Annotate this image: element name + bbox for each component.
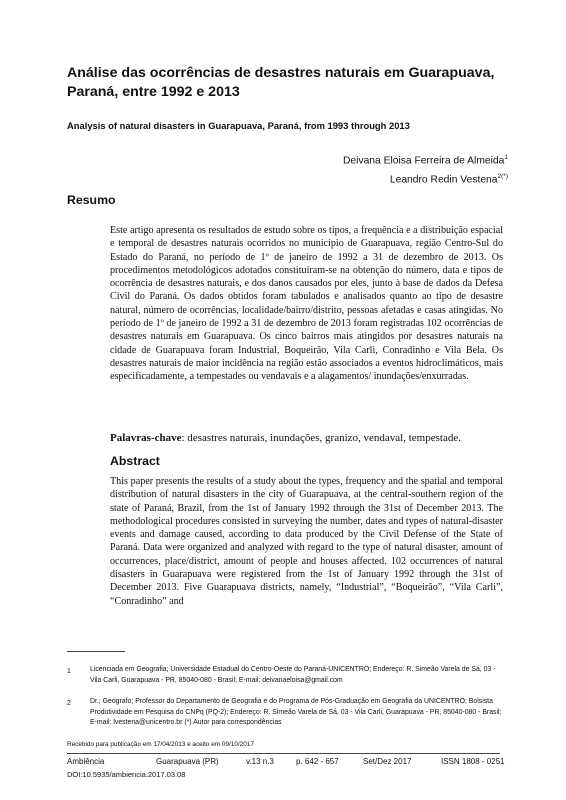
author-2 bbox=[343, 169, 508, 188]
article-title-pt: Análise das ocorrências de desastres naturais em Guarapuava, Paraná, entre 1992 e 2013 bbox=[67, 65, 495, 100]
footnote-number: 1 bbox=[67, 668, 71, 675]
author-list bbox=[343, 150, 508, 189]
author-name: Leandro Redin Vestena bbox=[389, 174, 498, 186]
abstract-heading: Abstract bbox=[110, 454, 160, 468]
article-title-en: Analysis of natural disasters in Guarapuava, Paraná, from 1993 through 2013 bbox=[67, 120, 410, 131]
footnote-divider bbox=[67, 651, 125, 652]
journal-name: Ambiência bbox=[67, 757, 105, 766]
author-footnote-mark: 2(*) bbox=[497, 173, 508, 181]
footer-divider bbox=[67, 753, 500, 754]
resumo-body: Este artigo apresenta os resultados de estudo sobre os tipos, a frequência e a distribuição espacial e temporal de desastres naturais ocorridos no município de Guarapuava, região Centro-Sul do Estado do Paraná, no período de 1º de janeiro de 1992 a 31 de dezembro de 2013. Os procedimentos metodológicos adotados constituíram-se na obtenção do número, data e tipos de ocorrência de desastres naturais, e dos danos causados por eles, junto à base de dados da Defesa Civil do Paraná. Os dados obtidos foram tabulados e analisados quanto ao tipo de desastre natural, número de ocorrências, localidade/bairro/distrito, pessoas afetadas e casas atingidas. No período de 1º de janeiro de 1992 a 31 de dezembro de 2013 foram registradas 102 ocorrências de desastres naturais em Guarapuava. Os cinco bairros mais atingidos por desastres naturais na cidade de Guarapuava foram Industrial, Boqueirão, Vila Carli, Conradinho e Vila Bela. Os desastres naturais de maior incidência na região estão associados a eventos hidroclimáticos, mais especificadamente, a tempestades ou vendavais e a alagamentos/ inundações/enxurradas. bbox=[110, 225, 503, 383]
issue-date: Set/Dez 2017 bbox=[363, 757, 412, 766]
journal-volume: v.13 n.3 bbox=[246, 757, 274, 766]
journal-place: Guarapuava (PR) bbox=[156, 757, 219, 766]
author-name: Deivana Eloisa Ferreira de Almeida bbox=[342, 155, 505, 167]
keywords bbox=[110, 432, 503, 444]
author-1 bbox=[343, 150, 508, 169]
abstract-body: This paper presents the results of a study about the types, frequency and the spatial and temporal distribution of natural disasters in the city of Guarapuava, at the central-southern region of the state of Paraná, Brazil, from the 1st of January 1992 through the 31st of December 2013. The methodological procedures consisted in surveying the number, dates and types of natural-disaster events and damage caused, according to data produced by the Civil Defense of the State of Paraná. Data were organized and analyzed with regard to the type of natural disaster, amount of occurrences, place/district, amount of people and houses affected. 102 occurrences of natural disasters in Guarapuava were registered from the 1st of January 1992 through the 31st of December 2013. Five Guarapuava districts, namely, “Industrial”, “Boqueirão”, “Vila Carli”, “Conradinho” and bbox=[110, 476, 503, 607]
footnote-text: Dr.; Geógrafo; Professor do Departamento de Geografia e do Programa de Pós-Graduação em Geografia da UNICENTRO; Bolsista Produtividade em Pesquisa do CNPq (PQ-2); Endereço: R. Simeão Varela de Sá, 03 - Vila Carli, Guarapuava - PR, 85040-080 - Brasil; E-mail: lvestena@unicentro.br (*) Autor para correspondências bbox=[90, 698, 502, 727]
resumo-heading: Resumo bbox=[67, 193, 116, 207]
keywords-label: Palavras-chave bbox=[110, 432, 182, 444]
footnote-number: 2 bbox=[67, 700, 71, 707]
author-footnote-mark: 1 bbox=[504, 154, 508, 161]
page-range: p. 642 - 657 bbox=[296, 757, 339, 766]
doi: DOI:10.5935/ambiencia.2017.03.08 bbox=[67, 770, 186, 779]
issn: ISSN 1808 - 0251 bbox=[441, 757, 505, 766]
keywords-list: : desastres naturais, inundações, granizo, vendaval, tempestade. bbox=[181, 432, 461, 444]
footnote-text: Licenciada em Geografia; Universidade Estadual do Centro-Oeste do Paraná-UNICENTRO; Endereço: R. Simeão Varela de Sá, 03 - Vila Carli, Guarapuava - PR, 85040-080 - Brasil; E-mail: deivanaeloisa@gmail.com bbox=[90, 666, 496, 684]
received-date: Recebido para publicação em 17/04/2013 e aceito em 09/10/2017 bbox=[67, 741, 254, 748]
